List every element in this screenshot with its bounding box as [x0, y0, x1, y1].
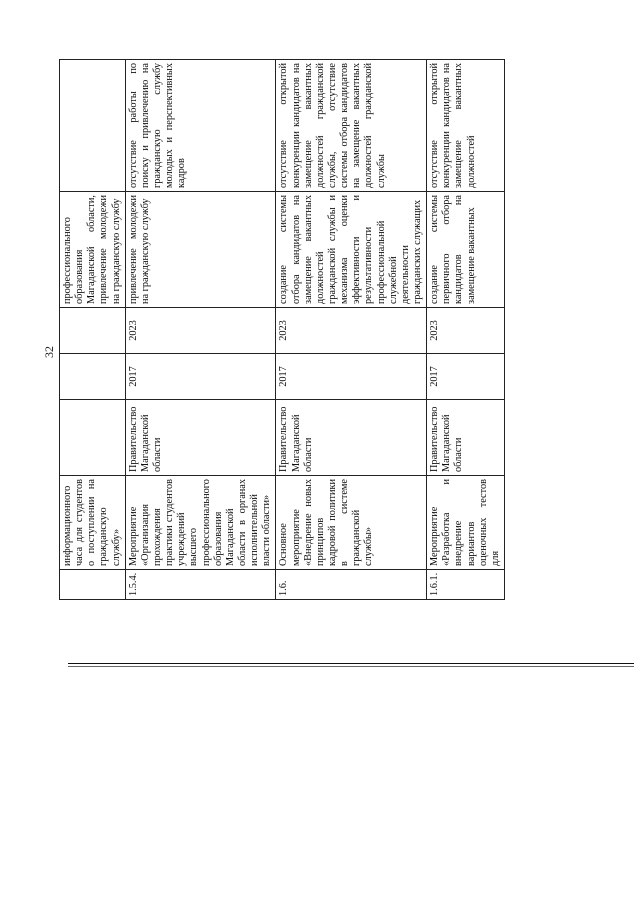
- executor-cell: Правительство Магаданской области: [427, 400, 505, 476]
- row-number-cell: [60, 570, 126, 600]
- row-number-cell: 1.6.1.: [427, 570, 505, 600]
- expected-result-cell: создание системы первичного отбора кандидатов на замещение вакантных: [427, 192, 505, 308]
- executor-cell: Правительство Магаданской области: [125, 400, 276, 476]
- activity-name-cell: Основное мероприятие «Внедрение новых принципов кадровой политики в системе гражданской службы»: [276, 476, 427, 570]
- row-number-cell: 1.5.4.: [125, 570, 276, 600]
- end-year-cell: 2023: [125, 308, 276, 354]
- table-row: [427, 60, 505, 600]
- expected-result-cell: профессионального образования Магаданской области, привлечение молодежи на гражданскую службу: [60, 192, 126, 308]
- expected-result-cell: создание системы отбора кандидатов на замещение вакантных должностей гражданской службы и механизма оценки эффективности и результативности профессиональной служебной деятельности гражданских служащих: [276, 192, 427, 308]
- expected-result-cell: привлечение молодежи на гражданскую службу: [125, 192, 276, 308]
- activity-name-cell: Мероприятие «Разработка и внедрение вариантов оценочных тестов для: [427, 476, 505, 570]
- table-row: [125, 60, 276, 600]
- table-row: [276, 60, 427, 600]
- activity-name-cell: Мероприятие «Организация прохождения практики студентов учреждений высшего профессионального образования Магаданской области в органах исполнительной власти области»: [125, 476, 276, 570]
- start-year-cell: 2017: [427, 354, 505, 400]
- start-year-cell: 2017: [125, 354, 276, 400]
- problems-cell: отсутствие открытой конкуренции кандидатов на замещение вакантных должностей гражданской службы, отсутствие системы отбора кандидатов на замещение вакантных должностей гражданской службы: [276, 60, 427, 192]
- start-year-cell: 2017: [276, 354, 427, 400]
- rotated-table-wrapper: [59, 60, 505, 600]
- problems-cell: [60, 60, 126, 192]
- problems-cell: отсутствие работы по поиску и привлечению на гражданскую службу молодых и перспективных кадров: [125, 60, 276, 192]
- executor-cell: [60, 400, 126, 476]
- table-row: [60, 60, 126, 600]
- bottom-rule-faint: [68, 666, 634, 667]
- end-year-cell: [60, 308, 126, 354]
- start-year-cell: [60, 354, 126, 400]
- end-year-cell: 2023: [276, 308, 427, 354]
- activities-table: [59, 59, 505, 600]
- end-year-cell: 2023: [427, 308, 505, 354]
- row-number-cell: 1.6.: [276, 570, 427, 600]
- table-body: [60, 60, 505, 600]
- problems-cell: отсутствие открытой конкуренции кандидатов на замещение вакантных должностей: [427, 60, 505, 192]
- activity-name-cell: информационного часа для студентов о поступлении на гражданскую службу»: [60, 476, 126, 570]
- bottom-rule: [68, 663, 634, 664]
- page-number: 32: [42, 346, 56, 358]
- executor-cell: Правительство Магаданской области: [276, 400, 427, 476]
